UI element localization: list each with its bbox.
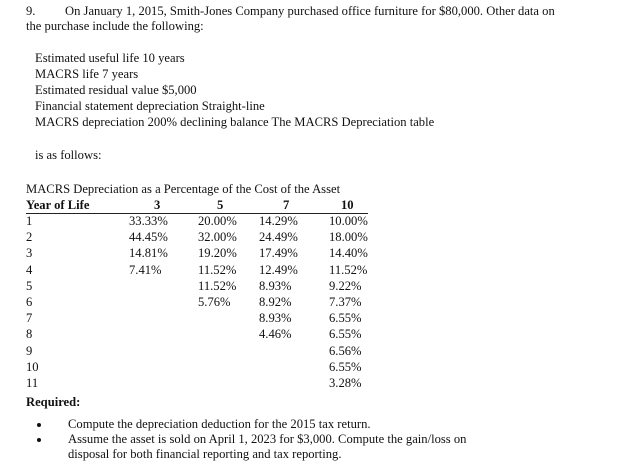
rate-cell: 33.33% (129, 214, 168, 228)
rate-cell: 11.52% (198, 278, 237, 293)
rate-cell: 3.28% (329, 376, 362, 390)
year-cell: 4 (26, 262, 33, 277)
rate-cell: 4.46% (259, 327, 292, 342)
rate-cell: 32.00% (198, 230, 237, 245)
rate-cell: 10.00% (329, 214, 368, 228)
rate-cell: 8.93% (259, 311, 292, 326)
detail-residual-value: Estimated residual value $5,000 (35, 83, 197, 97)
rate-cell: 5.76% (198, 295, 231, 309)
rate-cell: 20.00% (198, 214, 237, 228)
rate-cell: 6.55% (329, 311, 362, 326)
rate-cell: 8.92% (259, 295, 292, 309)
rate-cell: 6.55% (329, 327, 362, 342)
question-text-line1: On January 1, 2015, Smith-Jones Company purchased office furniture for $80,000. Other data on (65, 4, 555, 18)
rate-cell: 14.81% (129, 246, 168, 261)
is-as-follows-text: is as follows: (35, 148, 102, 162)
required-heading: Required: (26, 395, 81, 409)
question-number: 9. (26, 4, 36, 18)
rate-cell: 44.45% (129, 230, 168, 245)
question-text-line2: the purchase include the following: (26, 19, 204, 33)
year-cell: 6 (26, 295, 33, 309)
rate-cell: 8.93% (259, 278, 292, 293)
header-col-10: 10 (341, 198, 354, 212)
rate-cell: 18.00% (329, 230, 368, 245)
year-cell: 5 (26, 278, 33, 293)
year-cell: 3 (26, 246, 33, 261)
rate-cell: 6.55% (329, 359, 362, 374)
year-cell: 8 (26, 327, 33, 342)
year-cell: 11 (26, 376, 39, 390)
header-col-5: 5 (217, 198, 224, 212)
detail-macrs-depreciation: MACRS depreciation 200% declining balance The MACRS Depreciation table (35, 115, 435, 129)
table-title: MACRS Depreciation as a Percentage of the Cost of the Asset (26, 182, 341, 196)
rate-cell: 19.20% (198, 246, 237, 261)
detail-useful-life: Estimated useful life 10 years (35, 51, 185, 65)
rate-cell: 24.49% (259, 230, 298, 245)
rate-cell: 14.40% (329, 246, 368, 261)
header-year-of-life: Year of Life (26, 198, 90, 212)
rate-cell: 7.41% (129, 262, 162, 277)
header-col-3: 3 (154, 198, 161, 212)
rate-cell: 11.52% (198, 262, 237, 277)
year-cell: 10 (26, 359, 39, 374)
rate-cell: 14.29% (259, 214, 298, 228)
header-col-7: 7 (283, 198, 290, 212)
required-item-2-continued: disposal for both financial reporting and tax reporting. (68, 447, 342, 461)
rate-cell: 6.56% (329, 343, 362, 358)
required-item-2: Assume the asset is sold on April 1, 2023 for $3,000. Compute the gain/loss on (68, 432, 467, 446)
year-cell: 2 (26, 230, 33, 245)
bullet-icon (37, 438, 41, 442)
rate-cell: 11.52% (329, 262, 368, 277)
detail-macrs-life: MACRS life 7 years (35, 67, 139, 81)
header-underline (26, 213, 368, 214)
year-cell: 9 (26, 343, 33, 358)
year-cell: 7 (26, 311, 33, 326)
bullet-icon (37, 423, 41, 427)
rate-cell: 12.49% (259, 262, 298, 277)
rate-cell: 17.49% (259, 246, 298, 261)
rate-cell: 9.22% (329, 278, 362, 293)
detail-fs-depreciation: Financial statement depreciation Straight-line (35, 99, 265, 113)
rate-cell: 7.37% (329, 295, 362, 309)
required-item-1: Compute the depreciation deduction for the 2015 tax return. (68, 417, 371, 431)
year-cell: 1 (26, 214, 33, 228)
